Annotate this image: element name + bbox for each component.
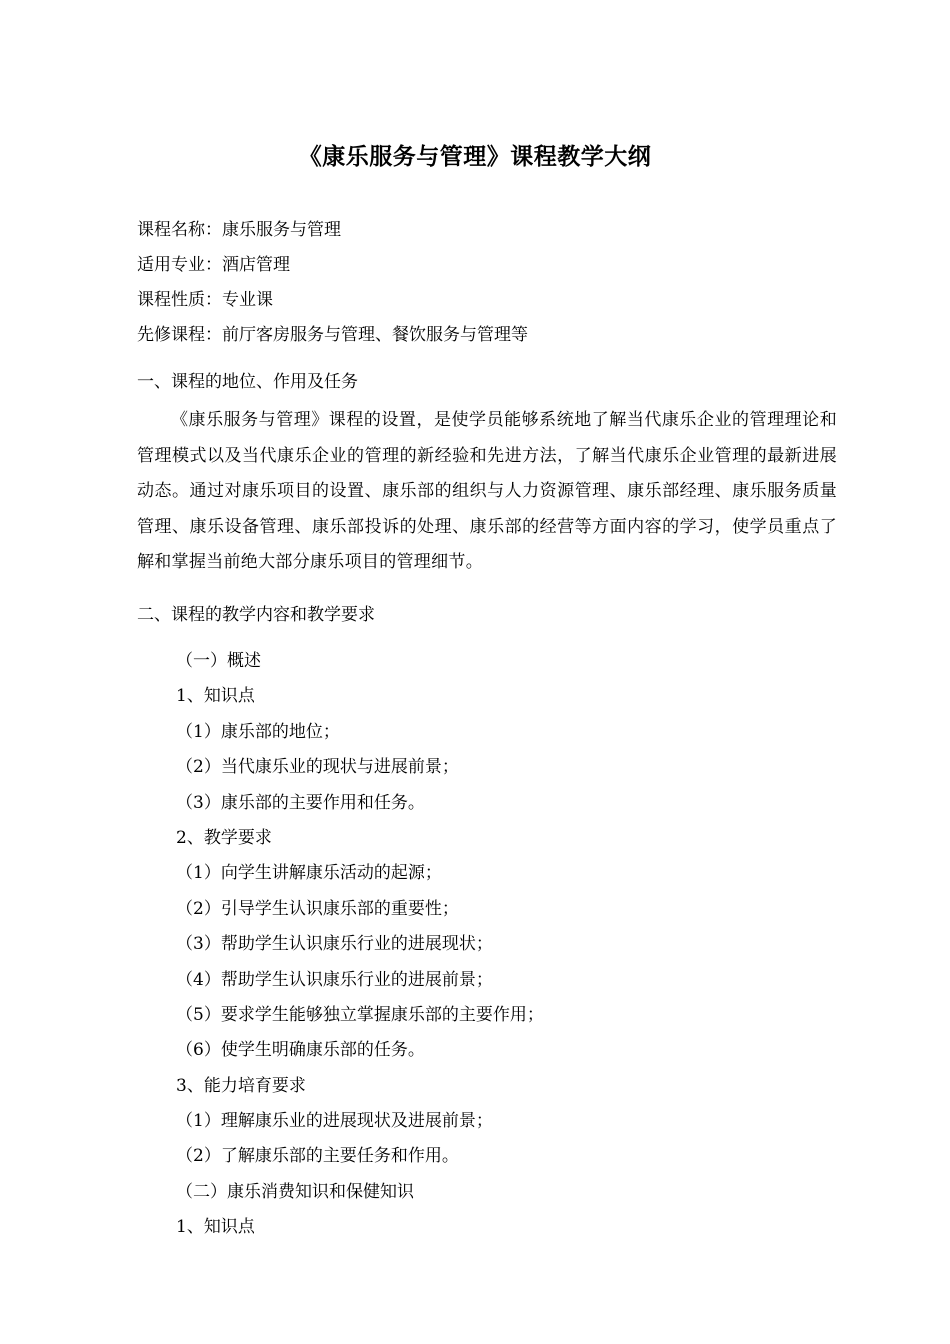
course-name-label: 课程名称： (137, 220, 222, 240)
list-item: （2）当代康乐业的现状与进展前景； (176, 757, 459, 778)
major-value: 酒店管理 (222, 255, 290, 275)
course-type-label: 课程性质： (137, 290, 222, 310)
list-item: （2）了解康乐部的主要任务和作用。 (176, 1146, 459, 1167)
list-item: （一）概述 (176, 651, 261, 671)
list-item: （4）帮助学生认识康乐行业的进展前景； (176, 969, 493, 990)
section-heading-1: 一、课程的地位、作用及任务 (137, 372, 358, 392)
section-heading-2: 二、课程的教学内容和教学要求 (137, 605, 375, 625)
list-item: （二）康乐消费知识和保健知识 (176, 1181, 414, 1202)
list-item: （3）帮助学生认识康乐行业的进展现状； (176, 934, 493, 955)
prerequisite-value: 前厅客房服务与管理、餐饮服务与管理等 (222, 325, 528, 345)
list-item: （6）使学生明确康乐部的任务。 (176, 1040, 425, 1061)
list-item: （2）引导学生认识康乐部的重要性； (176, 898, 459, 919)
list-item: 1、知识点 (176, 686, 255, 707)
list-item: （1）理解康乐业的进展现状及进展前景； (176, 1111, 493, 1132)
list-item: （1）向学生讲解康乐活动的起源； (176, 863, 442, 884)
list-item: （1）康乐部的地位； (176, 721, 340, 742)
list-item: 2、教学要求 (176, 827, 272, 848)
major-label: 适用专业： (137, 255, 222, 275)
course-info (137, 216, 528, 356)
major-line (137, 251, 528, 286)
course-type-value: 专业课 (222, 290, 273, 310)
list-item: 1、知识点 (176, 1217, 255, 1238)
course-name-value: 康乐服务与管理 (222, 220, 341, 240)
prerequisite-label: 先修课程： (137, 325, 222, 345)
section-1-paragraph: 《康乐服务与管理》课程的设置，是使学员能够系统地了解当代康乐企业的管理理论和管理模式以及当代康乐企业的管理的新经验和先进方法，了解当代康乐企业管理的最新进展动态。通过对康乐项目的设置、康乐部的组织与人力资源管理、康乐部经理、康乐服务质量管理、康乐设备管理、康乐部投诉的处理、康乐部的经营等方面内容的学习，使学员重点了解和掌握当前绝大部分康乐项目的管理细节。 (137, 410, 837, 572)
list-item: 3、能力培育要求 (176, 1075, 306, 1096)
document-title: 《康乐服务与管理》课程教学大纲 (298, 144, 652, 170)
course-name-line (137, 216, 528, 251)
course-type-line (137, 286, 528, 321)
list-item: （3）康乐部的主要作用和任务。 (176, 792, 425, 813)
teaching-content-list (176, 646, 544, 1248)
list-item: （5）要求学生能够独立掌握康乐部的主要作用； (176, 1004, 544, 1025)
prerequisite-line (137, 321, 528, 356)
